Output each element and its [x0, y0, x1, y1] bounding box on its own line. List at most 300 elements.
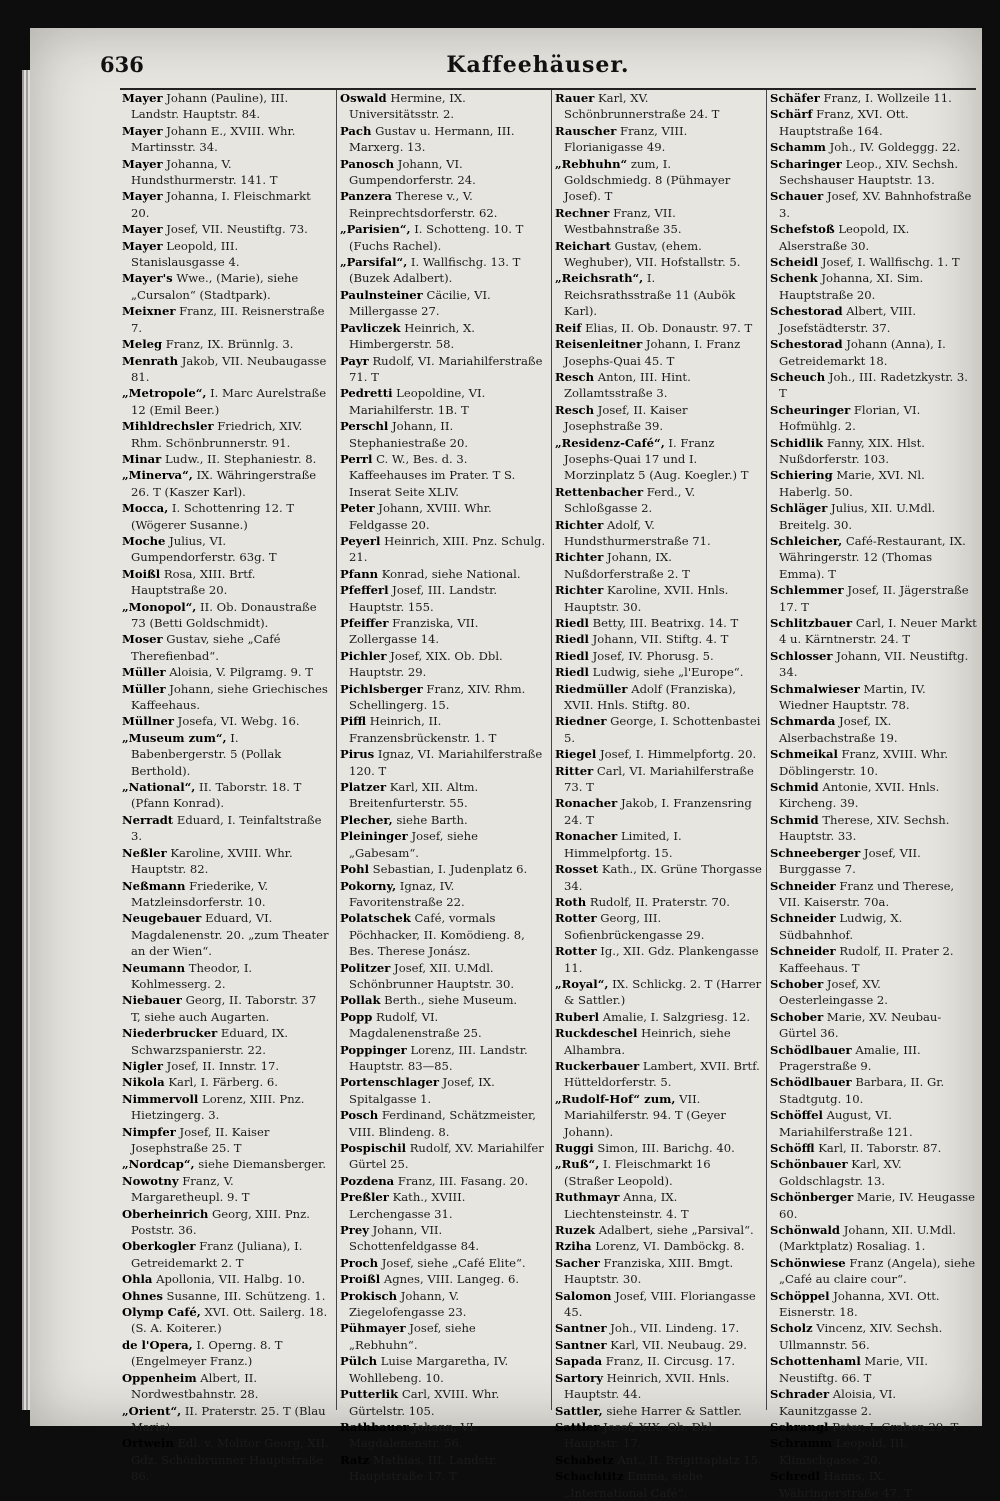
- entry-details: Adolf, V. Hundsthurmerstraße 71.: [564, 517, 711, 548]
- entry-details: Josef, IX. Spitalgasse 1.: [349, 1075, 495, 1106]
- directory-entry: [770, 369, 977, 402]
- entry-details: Johann, IX. Nußdorferstraße 2. T: [564, 550, 690, 581]
- entry-name: Schauer: [770, 189, 824, 204]
- entry-details: Julius, VI. Gumpendorferstr. 63g. T: [131, 533, 277, 565]
- entry-details: XVI. Ott. Sailerg. 18. (S. A. Koiterer.): [131, 1305, 328, 1336]
- entry-name: Peyerl: [340, 533, 381, 548]
- entry-details: Adalbert, siehe „Parsival“.: [595, 1223, 754, 1238]
- directory-entry: [340, 1140, 547, 1173]
- directory-entry: [122, 1370, 329, 1403]
- directory-entry: [770, 976, 977, 1009]
- directory-entry: [122, 681, 329, 714]
- directory-entry: [770, 1320, 977, 1353]
- directory-entry: [122, 1435, 329, 1484]
- directory-entry: [555, 631, 762, 647]
- directory-entry: [122, 960, 329, 993]
- entry-name: Pichlsberger: [340, 681, 423, 696]
- entry-details: Lorenz, III. Landstr. Hauptstr. 83—85.: [349, 1042, 528, 1073]
- entry-name: Schmid: [770, 780, 819, 795]
- entry-details: Karoline, XVIII. Whr. Hauptstr. 82.: [131, 845, 293, 877]
- entry-name: Schödlbauer: [770, 1042, 852, 1057]
- entry-details: Aloisia, V. Pilgramg. 9. T: [165, 665, 314, 680]
- directory-entry: [122, 533, 329, 566]
- directory-entry: [770, 1009, 977, 1042]
- entry-name: Schestorad: [770, 304, 843, 319]
- entry-details: Franz, VIII. Florianigasse 49.: [564, 123, 688, 155]
- directory-entry: [555, 484, 762, 517]
- directory-entry: [122, 188, 329, 221]
- entry-name: Niebauer: [122, 993, 182, 1008]
- entry-details: Johann (Anna), I. Getreidemarkt 18.: [779, 337, 946, 368]
- directory-entry: [122, 1058, 329, 1074]
- entry-name: Proißl: [340, 1272, 381, 1287]
- directory-entry: [770, 221, 977, 254]
- entry-details: Joh., VII. Lindeng. 17.: [606, 1321, 740, 1336]
- entry-name: Ruggi: [555, 1141, 594, 1155]
- directory-entry: [555, 861, 762, 894]
- entry-name: Schachtitz: [555, 1469, 624, 1484]
- directory-entry: [770, 1435, 977, 1468]
- entry-name: Polatschek: [340, 911, 411, 926]
- entry-details: Ludw., II. Stephaniestr. 8.: [161, 451, 317, 466]
- entry-details: Johann, VII. Stiftg. 4. T: [588, 632, 729, 647]
- entry-details: Friederike, V. Matzleinsdorferstr. 10.: [131, 878, 269, 909]
- entry-details: Ferd., V. Schloßgasse 2.: [564, 484, 696, 516]
- entry-name: Schöffl: [770, 1141, 815, 1155]
- directory-entry: [122, 451, 329, 467]
- directory-entry: [770, 779, 977, 812]
- entry-name: Posch: [340, 1108, 379, 1123]
- directory-entry: [555, 320, 762, 336]
- entry-name: Schläger: [770, 501, 828, 516]
- directory-entry: [770, 1419, 977, 1435]
- directory-entry: [770, 254, 977, 270]
- entry-details: siehe Harrer & Sattler.: [602, 1403, 742, 1418]
- entry-name: Schober: [770, 976, 824, 991]
- entry-name: Schödlbauer: [770, 1075, 852, 1090]
- entry-name: Mayer: [122, 123, 163, 138]
- entry-details: Eduard, IX. Schwarzspanierstr. 22.: [131, 1026, 289, 1057]
- directory-entry: [122, 1304, 329, 1337]
- directory-entry: [770, 681, 977, 714]
- entry-name: Ruberl: [555, 1009, 600, 1024]
- directory-entry: [770, 713, 977, 746]
- directory-entry: [340, 615, 547, 648]
- directory-entry: [122, 1074, 329, 1090]
- entry-details: Kath., XVIII. Lerchengasse 31.: [349, 1190, 466, 1221]
- entry-name: Schmalwieser: [770, 681, 860, 696]
- directory-entry: [122, 1091, 329, 1124]
- directory-entry: [555, 123, 762, 156]
- entry-details: Emma, siehe „International Café“.: [564, 1469, 703, 1500]
- directory-entry: [770, 878, 977, 911]
- directory-entry: [122, 599, 329, 632]
- entry-details: Hanns, IX. Währingerstraße 47. T: [779, 1469, 913, 1500]
- entry-details: II. Taborstr. 18. T (Pfann Konrad).: [131, 780, 302, 811]
- directory-entry: [122, 779, 329, 812]
- directory-entry: [770, 1107, 977, 1140]
- entry-name: Meixner: [122, 304, 176, 319]
- entry-name: Roth: [555, 894, 587, 909]
- entry-name: Politzer: [340, 960, 391, 975]
- directory-entry: [555, 1337, 762, 1353]
- entry-details: Franziska, VII. Zollergasse 14.: [349, 616, 479, 647]
- entry-name: Paulnsteiner: [340, 287, 423, 302]
- entry-name: Ronacher: [555, 796, 618, 811]
- directory-entry: [340, 1288, 547, 1321]
- entry-name: Pfeiffer: [340, 616, 389, 630]
- entry-details: I. Wallfischg. 13. T (Buzek Adalbert).: [349, 255, 521, 286]
- directory-entry: [770, 188, 977, 221]
- entry-details: Ignaz, IV. Favoritenstraße 22.: [349, 878, 465, 909]
- directory-entry: [122, 238, 329, 271]
- entry-details: Karl, I. Färberg. 6.: [164, 1075, 278, 1090]
- directory-entry: [555, 910, 762, 943]
- entry-details: Barbara, II. Gr. Stadtgutg. 10.: [779, 1075, 945, 1106]
- entry-name: Schmeikal: [770, 747, 838, 762]
- entry-details: Heinrich, X. Himbergerstr. 58.: [349, 320, 475, 352]
- entry-details: Georg, II. Taborstr. 37 T, siehe auch Augarten.: [131, 993, 317, 1024]
- directory-entry: [122, 353, 329, 386]
- entry-name: Ruthmayr: [555, 1190, 620, 1205]
- entry-details: I. Marc Aurelstraße 12 (Emil Beer.): [131, 386, 327, 417]
- entry-name: „Minerva“,: [122, 468, 193, 483]
- entry-name: Ruckerbauer: [555, 1058, 640, 1073]
- directory-entry: [555, 336, 762, 369]
- directory-entry: [122, 878, 329, 911]
- directory-entry: [122, 713, 329, 729]
- entry-details: Josef, IX. Alserbachstraße 19.: [779, 714, 898, 745]
- directory-entry: [770, 812, 977, 845]
- entry-name: Riedl: [555, 648, 589, 663]
- entry-name: Richter: [555, 550, 604, 565]
- entry-details: Franz, III. Fasang. 20.: [394, 1173, 529, 1188]
- entry-name: Resch: [555, 402, 595, 417]
- entry-name: Scheidl: [770, 255, 819, 270]
- directory-entry: [122, 123, 329, 156]
- entry-name: Ortwein: [122, 1436, 174, 1451]
- entry-name: Ratz: [340, 1452, 370, 1467]
- directory-entry: [122, 992, 329, 1025]
- entry-name: „Residenz-Café“,: [555, 435, 665, 450]
- entry-name: Rauscher: [555, 123, 617, 138]
- entry-name: „Rebhuhn“: [555, 156, 628, 171]
- directory-entry: [555, 648, 762, 664]
- directory-entry: [122, 270, 329, 303]
- entry-details: Florian, VI. Hofmühlg. 2.: [779, 402, 921, 434]
- entry-name: Schleicher,: [770, 533, 843, 548]
- entry-details: Fanny, XIX. Hlst. Nußdorferstr. 103.: [779, 435, 925, 466]
- directory-entry: [122, 664, 329, 680]
- directory-entry: [122, 336, 329, 352]
- entry-details: Ant., II. Brigittaplatz 15.: [613, 1452, 762, 1467]
- entry-name: Schlitzbauer: [770, 616, 853, 630]
- entry-name: Ohnes: [122, 1288, 163, 1303]
- directory-entry: [555, 894, 762, 910]
- directory-entry: [340, 1042, 547, 1075]
- directory-entry: [340, 1386, 547, 1419]
- entry-details: siehe Barth.: [392, 812, 468, 827]
- entry-name: „Rudolf-Hof“ zum,: [555, 1091, 676, 1106]
- entry-details: Aloisia, VI. Kaunitzgasse 2.: [779, 1387, 897, 1418]
- directory-entry: [122, 910, 329, 959]
- entry-details: Café-Restaurant, IX. Währingerstr. 12 (Thomas Emma). T: [779, 533, 966, 581]
- entry-name: Pokorny,: [340, 878, 397, 893]
- entry-details: Therese, XIV. Sechsh. Hauptstr. 33.: [779, 812, 950, 844]
- entry-details: Marie, XVI. Nl. Haberlg. 50.: [779, 468, 925, 499]
- entry-details: IX. Schlickg. 2. T (Harrer & Sattler.): [564, 976, 762, 1008]
- entry-details: II. Ob. Donaustraße 73 (Betti Goldschmidt).: [131, 599, 317, 630]
- entry-name: „National“,: [122, 780, 196, 795]
- page-number: 636: [100, 52, 144, 77]
- entry-details: Franz, VII. Westbahnstraße 35.: [564, 205, 682, 237]
- directory-entry: [122, 1124, 329, 1157]
- entry-details: I. Babenbergerstr. 5 (Pollak Berthold).: [131, 730, 282, 778]
- directory-entry: [340, 1271, 547, 1287]
- entry-details: Johann, VII. Neustiftg. 34.: [779, 648, 969, 680]
- entry-name: Schönberger: [770, 1190, 854, 1205]
- entry-name: Sartory: [555, 1370, 603, 1385]
- entry-name: Platzer: [340, 780, 387, 795]
- entry-name: Pohl: [340, 862, 369, 877]
- entry-details: Anton, III. Hint. Zollamtsstraße 3.: [564, 369, 691, 401]
- entry-details: Ignaz, VI. Mariahilferstraße 120. T: [349, 747, 543, 778]
- entry-name: Schiering: [770, 468, 833, 483]
- directory-entry: [770, 615, 977, 648]
- directory-entry: [555, 517, 762, 550]
- directory-column-2: [340, 90, 547, 1484]
- entry-details: Josef, II. Kaiser Josephstraße 39.: [564, 402, 688, 434]
- entry-details: Josef, siehe „Rebhuhn“.: [349, 1321, 476, 1352]
- directory-entry: [340, 566, 547, 582]
- directory-entry: [122, 90, 329, 123]
- entry-details: Leopoldine, VI. Mariahilferstr. 1B. T: [349, 386, 486, 417]
- entry-details: Josef, siehe „Gabesam“.: [349, 829, 478, 860]
- entry-name: Pülch: [340, 1354, 378, 1369]
- directory-entry: [340, 418, 547, 451]
- entry-name: Richter: [555, 583, 604, 598]
- entry-details: Betty, III. Beatrixg. 14. T: [588, 616, 739, 630]
- entry-details: Josef, II. Kaiser Josephstraße 25. T: [131, 1124, 270, 1155]
- directory-entry: [555, 205, 762, 238]
- entry-details: Johanna, V. Hundsthurmerstr. 141. T: [131, 156, 278, 188]
- entry-name: Schneider: [770, 944, 836, 959]
- entry-name: Rechner: [555, 205, 610, 220]
- directory-entry: [555, 976, 762, 1009]
- entry-name: de l'Opera,: [122, 1337, 193, 1352]
- entry-name: Müller: [122, 665, 166, 680]
- directory-entry: [340, 320, 547, 353]
- directory-entry: [340, 1320, 547, 1353]
- directory-entry: [340, 746, 547, 779]
- directory-entry: [770, 1255, 977, 1288]
- entry-name: Neßler: [122, 845, 167, 860]
- entry-details: Friedrich, XIV. Rhm. Schönbrunnerstr. 91.: [131, 419, 303, 450]
- directory-entry: [340, 1255, 547, 1271]
- entry-name: Schönbauer: [770, 1157, 848, 1172]
- entry-name: Ruckdeschel: [555, 1026, 638, 1041]
- directory-entry: [770, 90, 977, 106]
- entry-name: Schenk: [770, 271, 818, 286]
- entry-name: „Ruß“,: [555, 1157, 600, 1172]
- entry-details: Heinrich, II. Franzensbrückenstr. 1. T: [349, 714, 497, 745]
- entry-details: Agnes, VIII. Langeg. 6.: [380, 1272, 520, 1287]
- entry-name: Neugebauer: [122, 911, 202, 926]
- entry-name: „Museum zum“,: [122, 730, 227, 745]
- entry-name: Neumann: [122, 960, 186, 975]
- entry-details: siehe Diemansberger.: [194, 1157, 327, 1172]
- entry-details: Limited, I. Himmelpfortg. 15.: [564, 829, 682, 860]
- entry-name: Plecher,: [340, 812, 393, 827]
- entry-name: Pfann: [340, 566, 379, 581]
- entry-details: Gustav, siehe „Café Therefienbad“.: [131, 632, 281, 663]
- entry-name: Oppenheim: [122, 1370, 197, 1385]
- entry-name: Nimmervoll: [122, 1091, 199, 1106]
- entry-name: Rettenbacher: [555, 484, 644, 499]
- directory-entry: [340, 992, 547, 1008]
- entry-details: Johann, siehe Griechisches Kaffeehaus.: [131, 681, 328, 713]
- entry-name: Schöffel: [770, 1108, 823, 1123]
- directory-entry: [555, 713, 762, 746]
- entry-details: Franziska, XIII. Bmgt. Hauptstr. 30.: [564, 1255, 734, 1287]
- directory-entry: [770, 270, 977, 303]
- entry-details: Luise Margaretha, IV. Wohllebeng. 10.: [349, 1354, 509, 1385]
- entry-name: Müller: [122, 681, 166, 696]
- entry-details: Josef, I. Wallfischg. 1. T: [818, 255, 960, 270]
- directory-entry: [555, 549, 762, 582]
- entry-name: Riedl: [555, 616, 589, 630]
- entry-details: Johanna, XVI. Ott. Eisnerstr. 18.: [779, 1288, 940, 1320]
- entry-name: Schäfer: [770, 91, 820, 105]
- entry-details: Rudolf, VI. Mariahilferstraße 71. T: [349, 353, 543, 384]
- directory-entry: [555, 1255, 762, 1288]
- entry-details: Franz, XVI. Ott. Hauptstraße 164.: [779, 107, 909, 138]
- column-divider: [551, 90, 552, 1410]
- entry-name: Rathbauer: [340, 1419, 409, 1434]
- directory-entry: [770, 402, 977, 435]
- entry-details: Ludwig, siehe „l'Europe“.: [588, 665, 744, 680]
- directory-entry: [555, 795, 762, 828]
- entry-name: „Nordcap“,: [122, 1157, 195, 1172]
- entry-name: Sattler,: [555, 1403, 603, 1418]
- directory-entry: [122, 812, 329, 845]
- entry-name: Reichart: [555, 238, 611, 253]
- directory-entry: [122, 1156, 329, 1172]
- directory-entry: [555, 1452, 762, 1468]
- entry-name: Schmid: [770, 812, 819, 827]
- directory-entry: [340, 221, 547, 254]
- column-divider: [336, 90, 337, 1410]
- entry-details: Karl, XV. Schönbrunnerstraße 24. T: [564, 91, 720, 122]
- entry-name: Sacher: [555, 1255, 600, 1270]
- directory-entry: [340, 1222, 547, 1255]
- directory-entry: [340, 878, 547, 911]
- directory-entry: [122, 1238, 329, 1271]
- entry-details: Anna, IX. Liechtensteinstr. 4. T: [564, 1190, 689, 1221]
- entry-details: Johann, XVIII. Whr. Feldgasse 20.: [349, 501, 492, 532]
- entry-name: Müllner: [122, 714, 174, 729]
- entry-details: Franz, I. Wollzeile 11.: [819, 91, 952, 105]
- directory-entry: [340, 1353, 547, 1386]
- entry-details: Lorenz, XIII. Pnz. Hietzingerg. 3.: [131, 1091, 305, 1123]
- directory-entry: [340, 1107, 547, 1140]
- directory-entry: [555, 238, 762, 271]
- entry-details: Johann, V. Ziegelofengasse 23.: [349, 1288, 467, 1320]
- entry-details: Johann, VI. Gumpendorferstr. 24.: [349, 156, 476, 188]
- entry-details: Gustav, (ehem. Weghuber), VII. Hofstallstr. 5.: [564, 238, 741, 270]
- entry-name: Pühmayer: [340, 1321, 406, 1336]
- directory-entry: [555, 1320, 762, 1336]
- directory-entry: [122, 221, 329, 237]
- entry-details: Elias, II. Ob. Donaustr. 97. T: [581, 320, 753, 335]
- entry-details: Johann, I. Franz Josephs-Quai 45. T: [564, 337, 741, 368]
- entry-details: August, VI. Mariahilferstraße 121.: [779, 1108, 913, 1139]
- directory-entry: [340, 910, 547, 959]
- directory-entry: [340, 960, 547, 993]
- entry-details: Heinrich, XIII. Pnz. Schulg. 21.: [349, 533, 546, 565]
- entry-name: Nimpfer: [122, 1124, 176, 1139]
- entry-details: zum, I. Goldschmiedg. 8 (Pühmayer Josef). T: [564, 156, 731, 204]
- entry-details: Cäcilie, VI. Millergasse 27.: [349, 287, 491, 319]
- entry-details: Marie, XV. Neubau-Gürtel 36.: [779, 1009, 942, 1041]
- entry-details: Jakob, I. Franzensring 24. T: [564, 796, 752, 827]
- directory-entry: [770, 106, 977, 139]
- entry-details: Heinrich, siehe Alhambra.: [564, 1026, 731, 1057]
- entry-details: Karl, XII. Altm. Breitenfurterstr. 55.: [349, 780, 479, 811]
- entry-name: Schneider: [770, 911, 836, 926]
- entry-details: Leopold, III. Stanislausgasse 4.: [131, 238, 240, 270]
- entry-name: Richter: [555, 517, 604, 532]
- entry-details: Albert, II. Nordwestbahnstr. 28.: [131, 1370, 259, 1402]
- entry-name: Schramm: [770, 1436, 833, 1451]
- entry-name: Scheuringer: [770, 402, 851, 417]
- directory-entry: [555, 90, 762, 123]
- entry-details: Josef, VII. Neustiftg. 73.: [162, 222, 308, 237]
- directory-entry: [122, 1337, 329, 1370]
- entry-name: „Orient“,: [122, 1403, 182, 1418]
- directory-entry: [340, 681, 547, 714]
- directory-column-1: [122, 90, 329, 1484]
- entry-details: Simon, III. Barichg. 40.: [593, 1141, 735, 1155]
- entry-name: „Monopol“,: [122, 599, 197, 614]
- entry-name: Panzera: [340, 189, 392, 204]
- entry-name: Sattler: [555, 1419, 600, 1434]
- entry-name: Poppinger: [340, 1042, 407, 1057]
- entry-name: Proch: [340, 1255, 379, 1270]
- entry-name: Schottenhaml: [770, 1354, 861, 1369]
- entry-details: Rudolf, XV. Mariahilfer Gürtel 25.: [349, 1141, 544, 1172]
- entry-details: Josefa, VI. Webg. 16.: [174, 714, 300, 729]
- entry-name: Mayer's: [122, 271, 173, 286]
- entry-name: Pach: [340, 123, 372, 138]
- directory-entry: [555, 1091, 762, 1140]
- entry-details: Josef, XV. Oesterleingasse 2.: [779, 976, 888, 1008]
- entry-name: Peter: [340, 501, 375, 516]
- entry-name: Reif: [555, 320, 582, 335]
- directory-entry: [770, 1468, 977, 1501]
- entry-name: Schredl: [770, 1469, 820, 1484]
- entry-name: Menrath: [122, 353, 179, 368]
- directory-entry: [770, 139, 977, 155]
- directory-entry: [340, 713, 547, 746]
- directory-entry: [555, 1009, 762, 1025]
- entry-name: Panosch: [340, 156, 395, 171]
- entry-name: Schamm: [770, 140, 826, 155]
- entry-details: VII. Mariahilferstr. 94. T (Geyer Johann).: [564, 1091, 726, 1139]
- entry-details: Karl, XV. Goldschlagstr. 13.: [779, 1157, 902, 1188]
- entry-name: Scholz: [770, 1321, 813, 1336]
- entry-name: Scharinger: [770, 156, 842, 171]
